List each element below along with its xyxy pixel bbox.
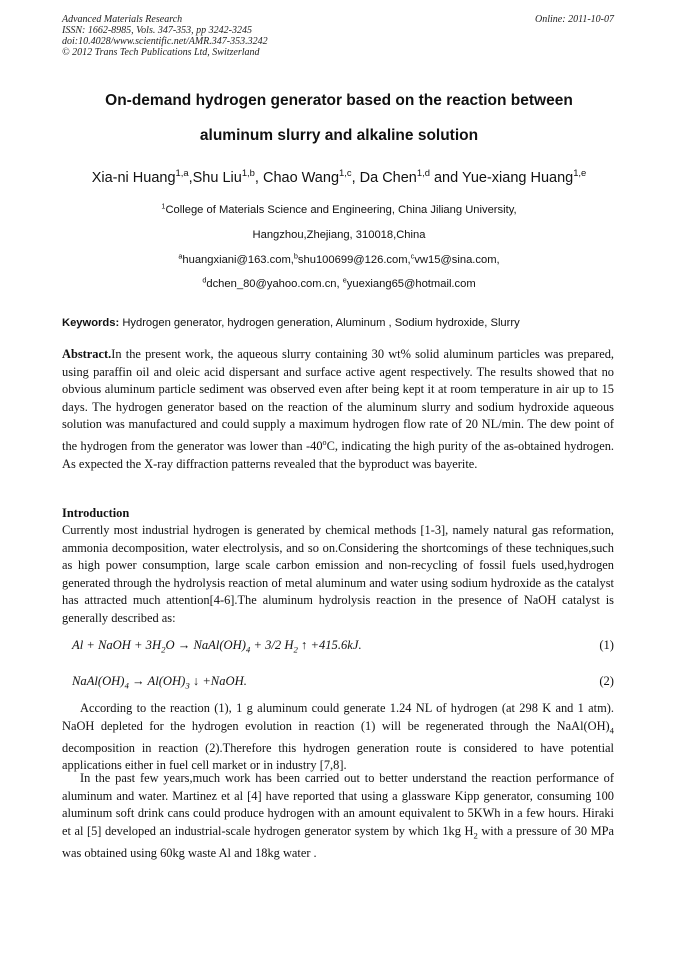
author-affiliation-mark: 1,c [339,167,352,179]
intro-paragraph-1: Currently most industrial hydrogen is generated by chemical methods [1-3], namely natural gas reformation, ammonia decomposition, water electrolysis, and so on.Considering the shortcomings of these techniques,such as high power consumption, large scale carbon emission and non-recycling of fossil fuels used,hydrogen generated through the hydrolysis reaction of metal aluminum and water using sodium hydroxide as the catalyst has attracted much attention[4-6].The aluminum hydrolysis reaction in the presence of NaOH catalyst is generally described as: [62,523,614,625]
equation-1-number: (1) [599,638,614,652]
author-name: Xia-ni Huang [91,170,176,186]
author-separator: and [429,170,462,186]
email-mark: e [342,275,347,285]
author-affiliation-mark: 1,e [573,167,587,179]
p2-text: According to the reaction (1), 1 g aluminum could generate 1.24 NL of hydrogen (at 298 K and 1 atm). NaOH depleted for the hydrogen evolution in reaction (1) will be regenerated through the NaAl(OH) [62,701,614,733]
author-name: Chao Wang [262,170,340,186]
email-a[interactable]: huangxiani@163.com, [182,254,294,266]
intro-paragraph-2 [62,700,614,775]
email-b[interactable]: shu100699@126.com, [297,254,411,266]
abstract-text: In the present work, the aqueous slurry containing 30 wt% solid aluminum particles was prepared, using paraffin oil and oleic acid dispersant and surface active agent respectively. The results showed that no obvious aluminum particle sediment was observed even after being kept it at room temperature in air up to 15 days. The hydrogen generator based on the reaction of the aluminum slurry and sodium hydroxide aqueous solution was manufactured and could supply a maximum hydrogen flow rate of 20 NL/min. The dew point of the hydrogen from the generator was lower than -40 [62,347,614,454]
intro-paragraph-3 [62,770,614,862]
author-affiliation-mark: 1,b [241,167,255,179]
email-mark: b [293,251,298,261]
email-line-2 [40,275,638,290]
keywords [62,317,618,329]
affiliation-mark: 1 [161,201,166,211]
email-d[interactable]: dchen_80@yahoo.com.cn [206,278,337,290]
abstract [62,346,614,473]
journal-name: Advanced Materials Research [62,14,183,25]
affiliation-line-2: Hangzhou,Zhejiang, 310018,China [252,229,426,241]
author-affiliation-mark: 1,d [416,167,430,179]
author-affiliation-mark: 1,a [175,167,189,179]
author-separator: , [351,170,360,186]
abstract-text-cont: C, indicating the high purity of the as-obtained hydrogen. As expected the X-ray diffraction patterns revealed that the byproduct was bayerite. [62,439,614,471]
equation-2-formula: $NaAl(OH)_4 \to Al(OH)_3$ ↓ +NaOH. [72,674,247,691]
p3-text: In the past few years,much work has been carried out to better understand the reaction performance of aluminum and water. Martinez et al [4] have reported that using a glassware Kipp generator, consuming 100 aluminum soft drink cans could produce hydrogen with an amount equivalent to 5KWh in a few hours. Hiraki et al [5] developed an industrial-scale hydrogen generator system by which 1kg H [62,771,614,838]
p3-subscript: 2 [473,830,478,841]
affiliation-text: College of Materials Science and Engineering, China Jiliang University, [165,204,517,216]
author-list [30,167,648,186]
journal-issn: ISSN: 1662-8985, Vols. 347-353, pp 3242-3245 [62,25,252,36]
keywords-label: Keywords: [62,317,120,329]
author-name: Shu Liu [192,170,242,186]
keywords-text: Hydrogen generator, hydrogen generation, Aluminum , Sodium hydroxide, Slurry [122,317,520,329]
email-separator: , [336,278,343,290]
journal-header [62,14,268,58]
p3-text-cont: with a pressure of 30 MPa was obtained using 60kg waste Al and 18kg water . [62,823,614,860]
abstract-label: Abstract. [62,347,112,361]
email-mark: d [202,275,207,285]
equation-1 [72,638,614,655]
equation-2-number: (2) [599,674,614,688]
section-heading-introduction: Introduction [62,506,130,520]
email-c[interactable]: vw15@sina.com, [414,254,500,266]
paper-title-line-2: aluminum slurry and alkaline solution [199,127,479,144]
author-separator: , [188,170,193,186]
affiliation-line-1 [40,201,638,216]
paper-title-line-1: On-demand hydrogen generator based on the reaction between [105,92,573,109]
author-separator: , [254,170,263,186]
equation-2 [72,674,614,691]
email-line-1 [40,251,638,266]
journal-copyright: © 2012 Trans Tech Publications Ltd, Switzerland [62,47,260,58]
journal-doi: doi:10.4028/www.scientific.net/AMR.347-353.3242 [62,36,268,47]
online-date: Online: 2011-10-07 [535,14,614,25]
p2-subscript: 4 [609,725,614,736]
email-e[interactable]: yuexiang65@hotmail.com [346,278,476,290]
p2-text-cont: decomposition in reaction (2).Therefore this hydrogen generation route is considered to have potential applications either in fuel cell market or in industry [7,8]. [62,740,614,773]
author-name: Yue-xiang Huang [461,170,574,186]
author-name: Da Chen [359,170,417,186]
equation-1-formula: Al + NaOH + $3H_2O$ → $NaAl(OH)_4 + 3/2$ $H_2$ ↑ +415.6kJ. [72,638,362,655]
degree-mark: o [322,437,327,447]
email-mark: c [410,251,415,261]
email-mark: a [178,251,183,261]
